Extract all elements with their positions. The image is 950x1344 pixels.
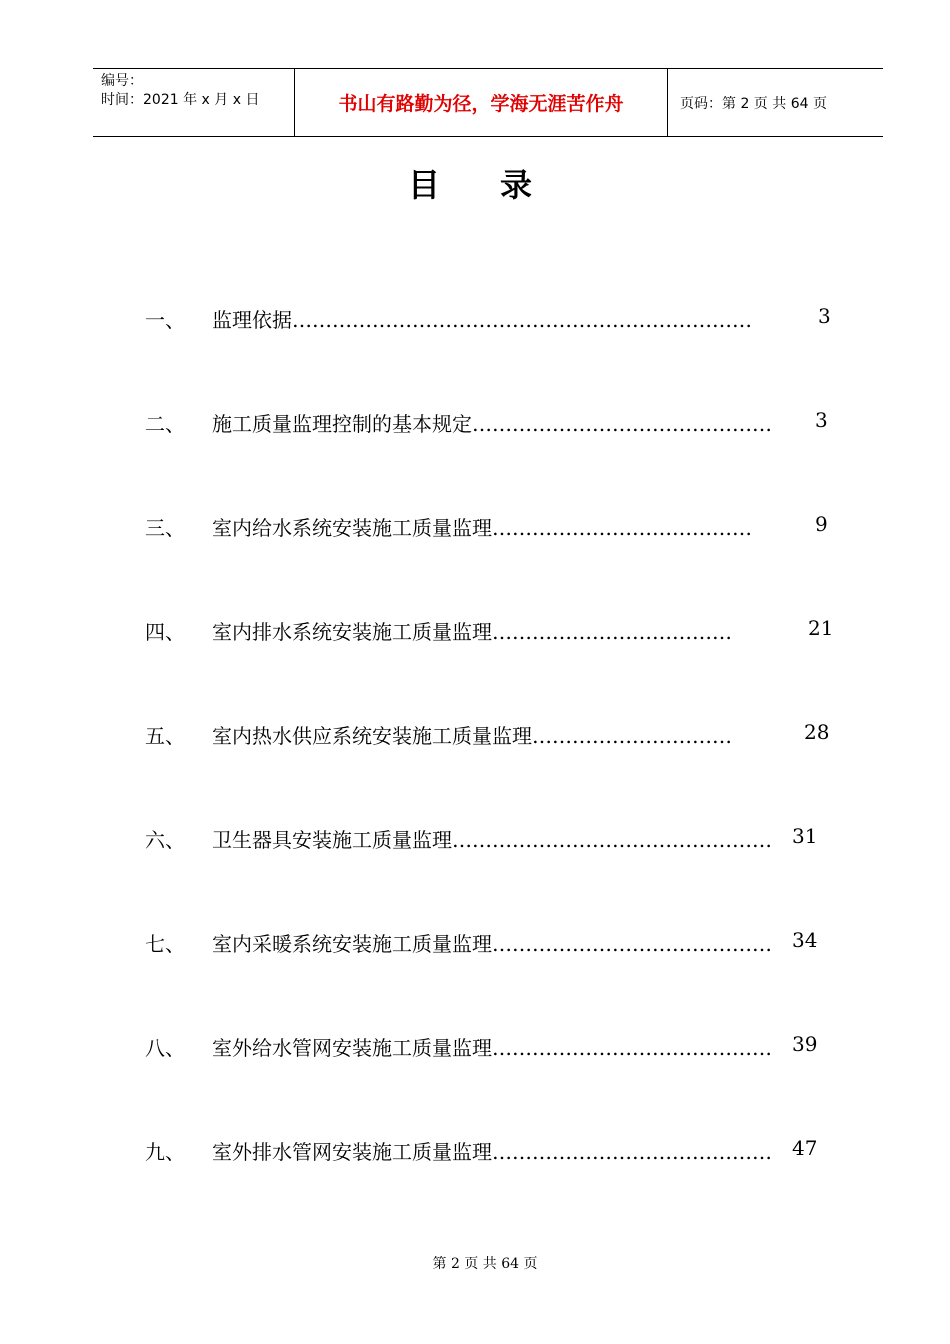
toc-page: 47 — [792, 1136, 818, 1160]
toc-item[interactable] — [0, 1136, 950, 1166]
toc-number: 三、 — [145, 516, 185, 540]
toc-item[interactable] — [0, 824, 950, 854]
toc-item[interactable] — [0, 408, 950, 438]
toc-number: 一、 — [145, 308, 185, 332]
toc-number: 四、 — [145, 620, 185, 644]
page-title: 目录 — [407, 166, 592, 204]
header-meta — [93, 69, 295, 136]
header-page-info: 页码：第 2 页 共 64 页 — [680, 95, 827, 112]
toc-title: 室外排水管网安装施工质量监理…………………………………… — [212, 1140, 772, 1164]
toc-page: 21 — [808, 616, 834, 640]
toc-number: 二、 — [145, 412, 185, 436]
toc-page: 28 — [804, 720, 830, 744]
toc-title: 室内给水系统安装施工质量监理………………………………… — [212, 516, 752, 540]
page-footer: 第 2 页 共 64 页 — [432, 1256, 538, 1272]
toc-page: 9 — [815, 512, 828, 536]
toc-item[interactable] — [0, 512, 950, 542]
toc-item[interactable] — [0, 1032, 950, 1062]
toc-title: 室内排水系统安装施工质量监理……………………………… — [212, 620, 732, 644]
toc-number: 六、 — [145, 828, 185, 852]
toc-page: 39 — [792, 1032, 818, 1056]
toc-title: 监理依据…………………………………………………………… — [212, 308, 752, 332]
toc-page: 3 — [818, 304, 831, 328]
header-motto: 书山有路勤为径，学海无涯苦作舟 — [295, 69, 668, 136]
toc-title: 室外给水管网安装施工质量监理…………………………………… — [212, 1036, 772, 1060]
toc-item[interactable] — [0, 720, 950, 750]
toc-item[interactable] — [0, 304, 950, 334]
toc-page: 31 — [792, 824, 818, 848]
time-label: 时间：2021 年 x 月 x 日 — [101, 92, 260, 108]
code-label: 编号： — [101, 73, 143, 89]
toc-number: 八、 — [145, 1036, 185, 1060]
toc-title: 室内热水供应系统安装施工质量监理………………………… — [212, 724, 732, 748]
toc-number: 五、 — [145, 724, 185, 748]
toc-number: 九、 — [145, 1140, 185, 1164]
toc-page: 34 — [792, 928, 818, 952]
toc-page: 3 — [815, 408, 828, 432]
toc-title: 室内采暖系统安装施工质量监理…………………………………… — [212, 932, 772, 956]
toc-title: 卫生器具安装施工质量监理………………………………………… — [212, 828, 772, 852]
toc-item[interactable] — [0, 928, 950, 958]
toc-title: 施工质量监理控制的基本规定……………………………………… — [212, 412, 772, 436]
page-header — [93, 68, 883, 137]
toc-number: 七、 — [145, 932, 185, 956]
toc-item[interactable] — [0, 616, 950, 646]
